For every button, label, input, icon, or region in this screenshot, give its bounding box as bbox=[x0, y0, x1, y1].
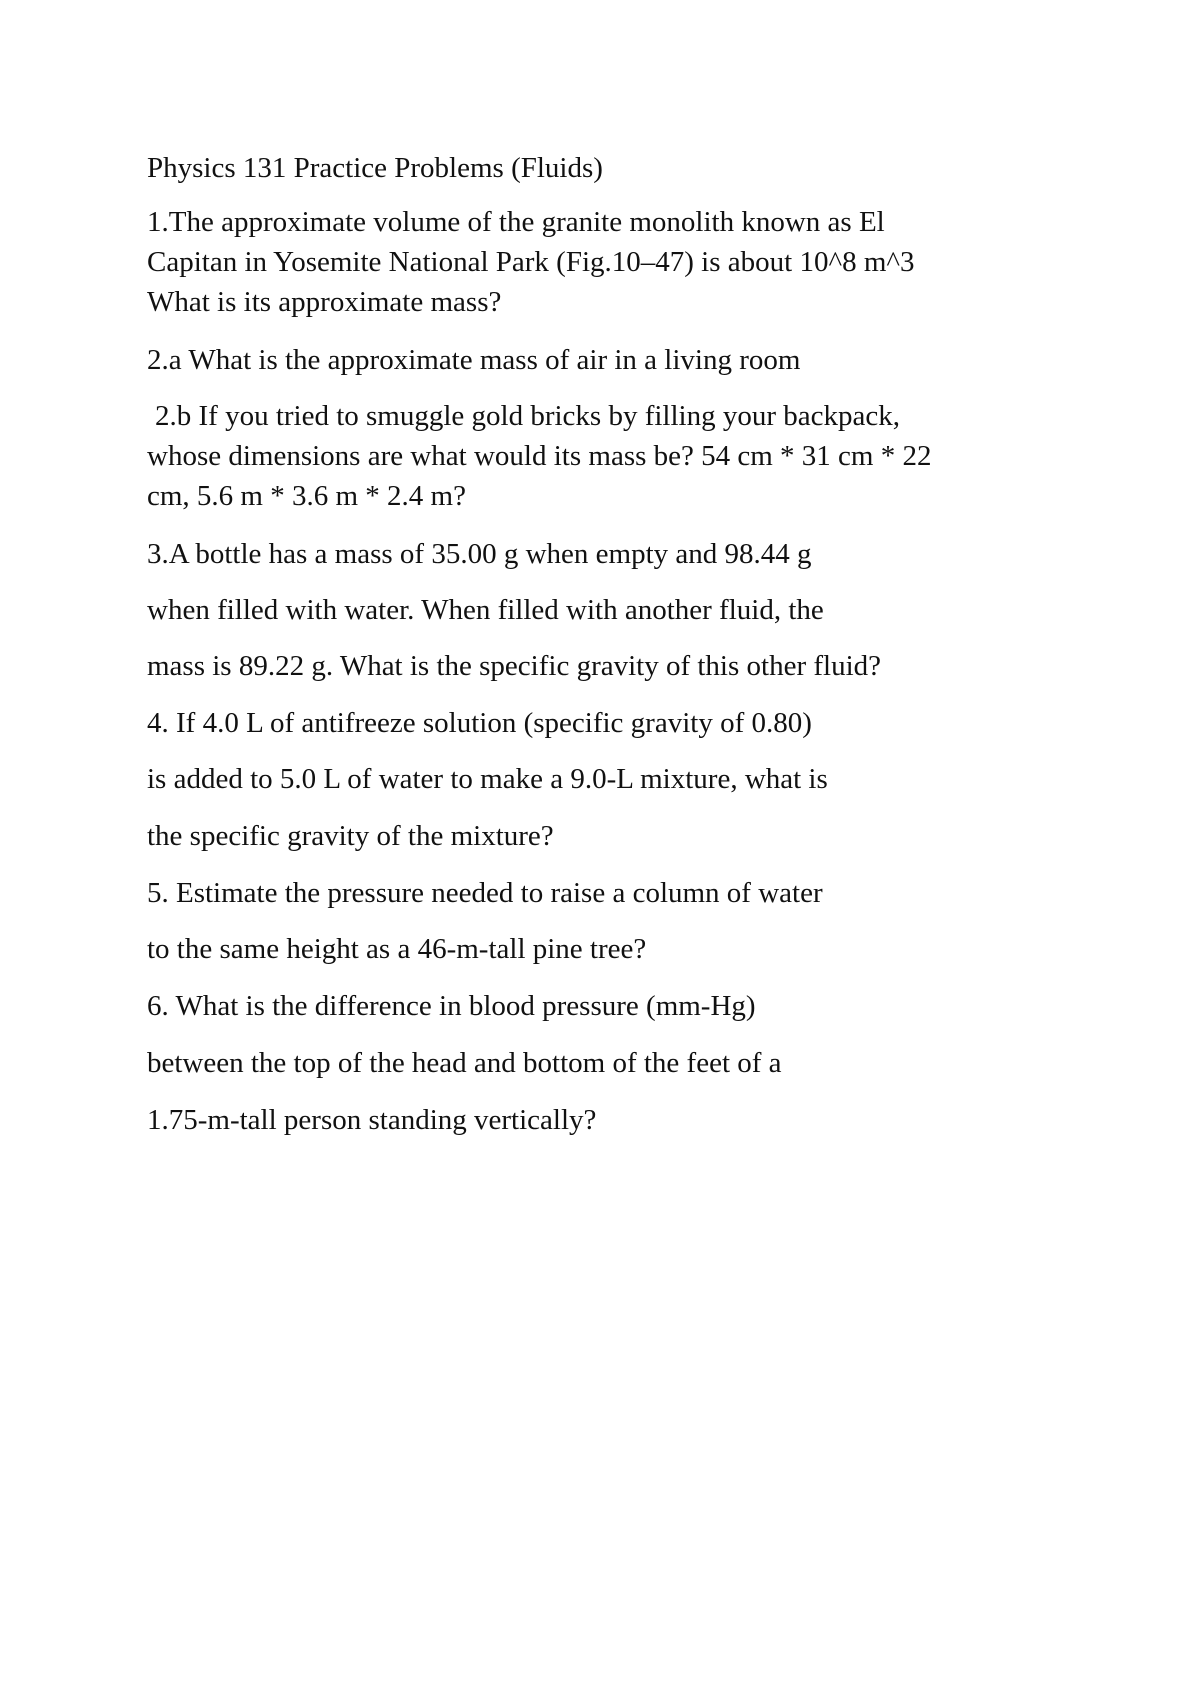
problem-1-line-1: 1.The approximate volume of the granite monolith known as El bbox=[147, 206, 885, 238]
problem-3-line-3: mass is 89.22 g. What is the specific gravity of this other fluid? bbox=[147, 650, 881, 682]
problem-4-line-1: 4. If 4.0 L of antifreeze solution (specific gravity of 0.80) bbox=[147, 707, 812, 739]
problem-5-line-1: 5. Estimate the pressure needed to raise a column of water bbox=[147, 877, 823, 909]
problem-5-line-2: to the same height as a 46-m-tall pine tree? bbox=[147, 933, 647, 965]
problem-1-line-2: Capitan in Yosemite National Park (Fig.10–47) is about 10^8 m^3 bbox=[147, 246, 915, 278]
document-title: Physics 131 Practice Problems (Fluids) bbox=[147, 152, 603, 184]
problem-1-line-3: What is its approximate mass? bbox=[147, 286, 502, 318]
problem-2b-line-2: whose dimensions are what would its mass be? 54 cm * 31 cm * 22 bbox=[147, 440, 932, 472]
problem-3-line-2: when filled with water. When filled with another fluid, the bbox=[147, 594, 824, 626]
problem-3-line-1: 3.A bottle has a mass of 35.00 g when empty and 98.44 g bbox=[147, 538, 812, 570]
problem-6-line-3: 1.75-m-tall person standing vertically? bbox=[147, 1104, 597, 1136]
problem-2b-line-3: cm, 5.6 m * 3.6 m * 2.4 m? bbox=[147, 480, 466, 512]
problem-2a-line-1: 2.a What is the approximate mass of air in a living room bbox=[147, 344, 801, 376]
problem-6-line-2: between the top of the head and bottom of the feet of a bbox=[147, 1047, 782, 1079]
problem-2b-line-1: 2.b If you tried to smuggle gold bricks by filling your backpack, bbox=[155, 400, 900, 432]
problem-4-line-3: the specific gravity of the mixture? bbox=[147, 820, 554, 852]
problem-4-line-2: is added to 5.0 L of water to make a 9.0-L mixture, what is bbox=[147, 763, 828, 795]
problem-6-line-1: 6. What is the difference in blood pressure (mm-Hg) bbox=[147, 990, 756, 1022]
